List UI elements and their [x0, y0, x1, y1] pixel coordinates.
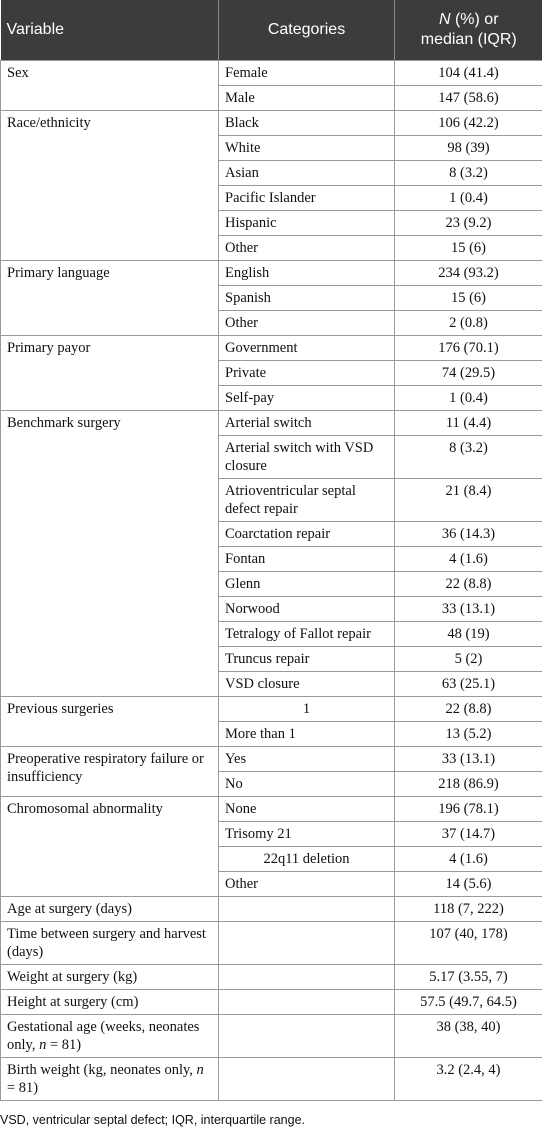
value-cell: 38 (38, 40) [395, 1015, 542, 1058]
category-cell: Yes [219, 747, 395, 772]
value-cell: 21 (8.4) [395, 479, 542, 522]
variable-label: Chromosomal abnormality [7, 801, 163, 817]
value-cell: 4 (1.6) [395, 847, 542, 872]
value-cell: 63 (25.1) [395, 672, 542, 697]
category-cell: English [219, 261, 395, 286]
variable-cell [1, 1058, 219, 1101]
variable-label: Weight at surgery (kg) [7, 969, 138, 985]
variable-cell [1, 111, 219, 261]
value-cell: 147 (58.6) [395, 86, 542, 111]
category-cell: Arterial switch with VSD closure [219, 436, 395, 479]
variable-label: Primary payor [7, 340, 91, 356]
category-cell: Truncus repair [219, 647, 395, 672]
category-cell: Black [219, 111, 395, 136]
variable-cell [1, 61, 219, 111]
category-cell: Other [219, 872, 395, 897]
value-cell: 11 (4.4) [395, 411, 542, 436]
category-cell: White [219, 136, 395, 161]
category-cell: Spanish [219, 286, 395, 311]
value-cell: 36 (14.3) [395, 522, 542, 547]
value-cell: 1 (0.4) [395, 386, 542, 411]
value-cell: 14 (5.6) [395, 872, 542, 897]
value-cell: 74 (29.5) [395, 361, 542, 386]
header-row [1, 0, 542, 61]
value-cell: 104 (41.4) [395, 61, 542, 86]
category-cell: Glenn [219, 572, 395, 597]
value-cell: 15 (6) [395, 236, 542, 261]
category-cell: Pacific Islander [219, 186, 395, 211]
category-cell [219, 1058, 395, 1101]
variable-label: Previous surgeries [7, 701, 114, 717]
header-variable: Variable [1, 0, 219, 61]
category-cell: Tetralogy of Fallot repair [219, 622, 395, 647]
value-cell: 33 (13.1) [395, 597, 542, 622]
category-cell: Arterial switch [219, 411, 395, 436]
value-cell: 57.5 (49.7, 64.5) [395, 990, 542, 1015]
table-row [1, 797, 542, 822]
value-cell: 23 (9.2) [395, 211, 542, 236]
table-row [1, 1058, 542, 1101]
value-cell: 13 (5.2) [395, 722, 542, 747]
value-cell: 8 (3.2) [395, 161, 542, 186]
value-cell: 1 (0.4) [395, 186, 542, 211]
table-row [1, 990, 542, 1015]
table-header [1, 0, 542, 61]
value-cell: 5.17 (3.55, 7) [395, 965, 542, 990]
variable-label-tail: = 81) [7, 1080, 39, 1096]
value-cell: 33 (13.1) [395, 747, 542, 772]
value-cell: 5 (2) [395, 647, 542, 672]
table-row [1, 897, 542, 922]
category-cell: More than 1 [219, 722, 395, 747]
variable-n-italic: n [39, 1037, 47, 1053]
variable-label: Birth weight (kg, neonates only, [7, 1062, 197, 1078]
variable-cell [1, 797, 219, 897]
variable-cell [1, 261, 219, 336]
variable-cell [1, 1015, 219, 1058]
category-cell: Coarctation repair [219, 522, 395, 547]
table-row [1, 1015, 542, 1058]
variable-label: Sex [7, 65, 29, 81]
header-categories: Categories [219, 0, 395, 61]
category-cell [219, 1015, 395, 1058]
table-row [1, 336, 542, 361]
table-row [1, 965, 542, 990]
value-cell: 3.2 (2.4, 4) [395, 1058, 542, 1101]
value-cell: 98 (39) [395, 136, 542, 161]
category-cell: Asian [219, 161, 395, 186]
value-cell: 218 (86.9) [395, 772, 542, 797]
value-cell: 234 (93.2) [395, 261, 542, 286]
category-cell: Atrioventricular septal defect repair [219, 479, 395, 522]
variable-label: Race/ethnicity [7, 115, 91, 131]
variable-cell [1, 697, 219, 747]
category-cell: Norwood [219, 597, 395, 622]
category-cell: 1 [219, 697, 395, 722]
value-cell: 22 (8.8) [395, 697, 542, 722]
category-cell: None [219, 797, 395, 822]
category-cell: Self-pay [219, 386, 395, 411]
variable-label-tail: = 81) [46, 1037, 82, 1053]
value-cell: 37 (14.7) [395, 822, 542, 847]
category-cell: Private [219, 361, 395, 386]
category-cell: VSD closure [219, 672, 395, 697]
header-n-percent [395, 0, 542, 61]
value-cell: 106 (42.2) [395, 111, 542, 136]
variable-label: Time between surgery and harvest (days) [7, 926, 206, 960]
value-cell: 15 (6) [395, 286, 542, 311]
variable-cell [1, 965, 219, 990]
category-cell [219, 965, 395, 990]
variable-cell [1, 336, 219, 411]
table-body [1, 61, 542, 1101]
category-cell: Other [219, 236, 395, 261]
category-cell: Trisomy 21 [219, 822, 395, 847]
table-row [1, 261, 542, 286]
variable-label: Benchmark surgery [7, 415, 121, 431]
table-row [1, 747, 542, 772]
value-cell: 4 (1.6) [395, 547, 542, 572]
variable-n-italic: n [196, 1062, 204, 1078]
value-cell: 118 (7, 222) [395, 897, 542, 922]
variable-label: Height at surgery (cm) [7, 994, 139, 1010]
category-cell [219, 990, 395, 1015]
value-cell: 22 (8.8) [395, 572, 542, 597]
variable-label: Primary language [7, 265, 110, 281]
table-row [1, 922, 542, 965]
category-cell: Government [219, 336, 395, 361]
category-cell: Fontan [219, 547, 395, 572]
category-cell: Female [219, 61, 395, 86]
table-row [1, 61, 542, 86]
value-cell: 196 (78.1) [395, 797, 542, 822]
category-cell: Male [219, 86, 395, 111]
variable-cell [1, 897, 219, 922]
variable-label: Preoperative respiratory failure or insufficiency [7, 751, 204, 785]
table-row [1, 411, 542, 436]
value-cell: 176 (70.1) [395, 336, 542, 361]
header-percent-or: (%) or [450, 11, 499, 28]
variable-cell [1, 411, 219, 697]
category-cell [219, 922, 395, 965]
category-cell [219, 897, 395, 922]
value-cell: 107 (40, 178) [395, 922, 542, 965]
table-row [1, 111, 542, 136]
header-n-italic: N [438, 11, 451, 28]
category-cell: 22q11 deletion [219, 847, 395, 872]
value-cell: 8 (3.2) [395, 436, 542, 479]
variable-label: Age at surgery (days) [7, 901, 132, 917]
header-median-iqr: median (IQR) [420, 31, 517, 48]
table-footnote: VSD, ventricular septal defect; IQR, interquartile range. [0, 1113, 306, 1127]
category-cell: Other [219, 311, 395, 336]
table-row [1, 697, 542, 722]
variable-label: Gestational age (weeks, neonates only, [7, 1019, 200, 1053]
variable-cell [1, 990, 219, 1015]
value-cell: 48 (19) [395, 622, 542, 647]
value-cell: 2 (0.8) [395, 311, 542, 336]
category-cell: Hispanic [219, 211, 395, 236]
variable-cell [1, 747, 219, 797]
category-cell: No [219, 772, 395, 797]
variable-cell [1, 922, 219, 965]
